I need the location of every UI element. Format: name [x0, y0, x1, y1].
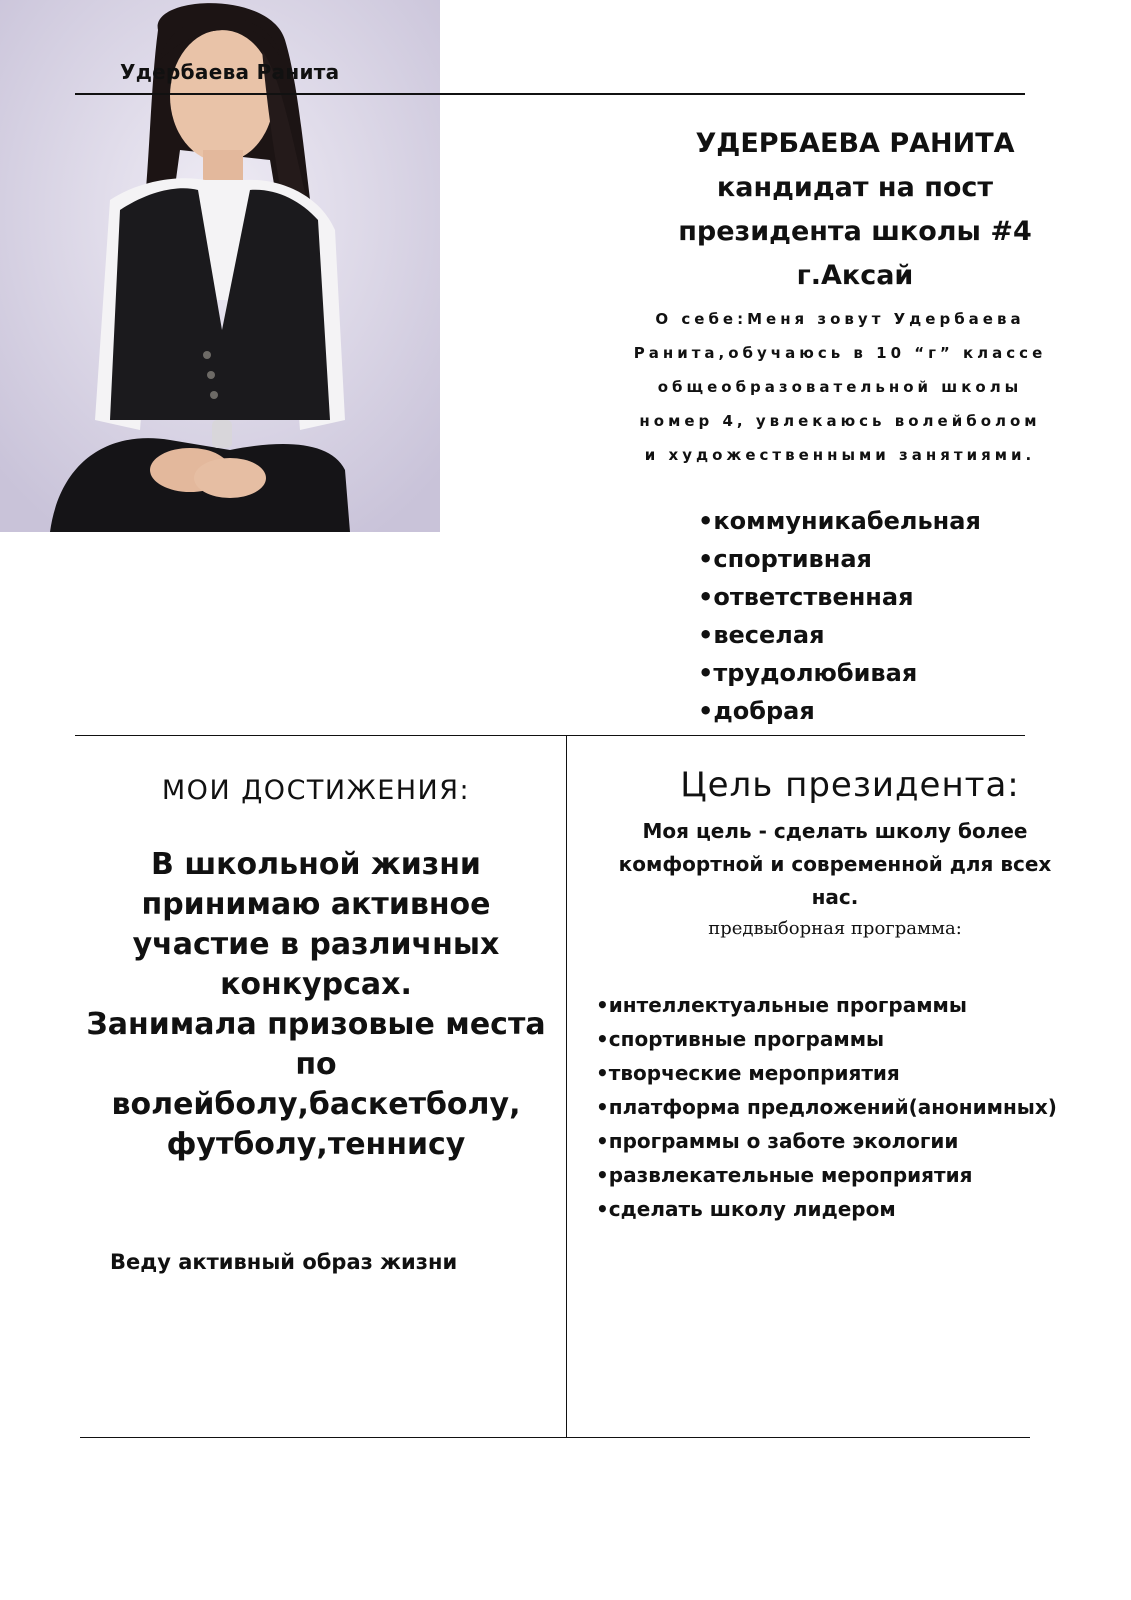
about-line: Ранита,обучаюсь в 10 “г” классе	[633, 344, 1047, 362]
trait-item: •добрая	[698, 697, 815, 725]
trait-item: •ответственная	[698, 583, 914, 611]
goal-line: Моя цель - сделать школу более	[642, 819, 1028, 843]
goal-line: нас.	[811, 885, 859, 909]
program-item: •сделать школу лидером	[596, 1197, 896, 1221]
program-item: •платформа предложений(анонимных)	[596, 1095, 1057, 1119]
column-divider	[566, 735, 567, 1437]
program-item: •программы о заботе экологии	[596, 1129, 959, 1153]
achievements-text	[68, 845, 564, 1165]
about-line: номер 4, увлекаюсь волейболом	[639, 412, 1041, 430]
goal-line: комфортной и современной для всех	[618, 852, 1052, 876]
goal-text	[595, 815, 1075, 914]
program-item: •творческие мероприятия	[596, 1061, 900, 1085]
achievement-line: волейболу,баскетболу,	[111, 1087, 521, 1122]
trait-item: •веселая	[698, 621, 825, 649]
achievements-heading: МОИ ДОСТИЖЕНИЯ:	[161, 775, 471, 806]
achievement-line: принимаю активное	[141, 887, 491, 922]
candidate-title	[640, 122, 1070, 298]
goal-heading: Цель президента:	[680, 765, 1020, 805]
title-line: УДЕРБАЕВА РАНИТА	[695, 128, 1015, 159]
traits-list	[698, 502, 1038, 730]
trait-item: •трудолюбивая	[698, 659, 918, 687]
achievement-line: Занимала призовые места	[86, 1007, 546, 1042]
title-line: г.Аксай	[796, 260, 914, 291]
achievement-line: конкурсах.	[220, 967, 412, 1002]
achievement-line: футболу,теннису	[166, 1127, 466, 1162]
title-line: президента школы #4	[678, 216, 1032, 247]
achievements-footer: Веду активный образ жизни	[110, 1250, 458, 1274]
bottom-divider	[80, 1437, 1030, 1438]
about-text	[618, 302, 1062, 472]
achievement-line: по	[295, 1047, 337, 1082]
title-line: кандидат на пост	[716, 172, 994, 203]
program-heading: предвыборная программа:	[708, 918, 962, 939]
about-line: общеобразовательной школы	[657, 378, 1023, 396]
program-item: •развлекательные мероприятия	[596, 1163, 973, 1187]
about-line: и художественными занятиями.	[644, 446, 1036, 464]
trait-item: •коммуникабельная	[698, 507, 981, 535]
achievement-line: В школьной жизни	[151, 847, 481, 882]
program-list	[596, 988, 1057, 1226]
header-name: Удербаева Ранита	[120, 60, 340, 84]
program-item: •спортивные программы	[596, 1027, 885, 1051]
about-line: О себе:Меня зовут Удербаева	[655, 310, 1025, 328]
top-divider	[75, 93, 1025, 95]
program-item: •интеллектуальные программы	[596, 993, 967, 1017]
trait-item: •спортивная	[698, 545, 872, 573]
middle-divider	[75, 735, 1025, 736]
achievement-line: участие в различных	[132, 927, 500, 962]
